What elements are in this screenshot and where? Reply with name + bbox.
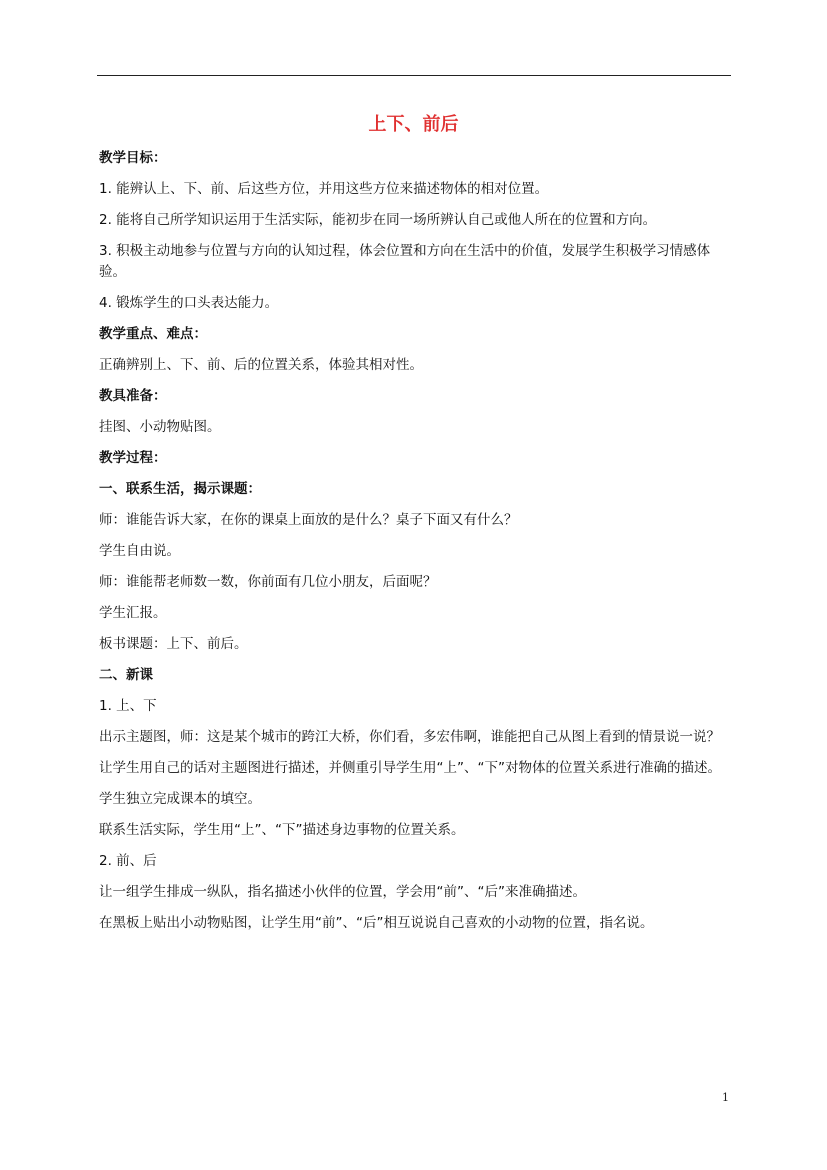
document-title: 上下、前后: [368, 114, 459, 135]
paragraph: 一、联系生活，揭示课题：: [99, 481, 261, 497]
paragraph: 教具准备：: [99, 388, 167, 404]
paragraph: 师：谁能帮老师数一数，你前面有几位小朋友，后面呢？: [99, 574, 437, 590]
paragraph: 学生汇报。: [99, 605, 167, 621]
paragraph: 学生独立完成课本的填空。: [99, 791, 261, 807]
document-body: [99, 148, 731, 944]
paragraph: 出示主题图，师：这是某个城市的跨江大桥，你们看，多宏伟啊，谁能把自己从图上看到的情景说一说？: [99, 729, 720, 745]
paragraph: 在黑板上贴出小动物贴图，让学生用“前”、“后”相互说说自己喜欢的小动物的位置，指名说。: [99, 915, 654, 931]
paragraph: 挂图、小动物贴图。: [99, 419, 221, 435]
paragraph: 正确辨别上、下、前、后的位置关系，体验其相对性。: [99, 357, 423, 373]
paragraph: 4. 锻炼学生的口头表达能力。: [99, 295, 279, 311]
paragraph: 教学重点、难点：: [99, 326, 207, 342]
paragraph: 联系生活实际，学生用“上”、“下”描述身边事物的位置关系。: [99, 822, 465, 838]
paragraph: 二、新课: [99, 667, 153, 683]
paragraph: 师：谁能告诉大家，在你的课桌上面放的是什么？桌子下面又有什么？: [99, 512, 518, 528]
paragraph: 板书课题：上下、前后。: [99, 636, 248, 652]
header-rule: [97, 75, 731, 76]
paragraph: 学生自由说。: [99, 543, 180, 559]
paragraph: 3. 积极主动地参与位置与方向的认知过程，体会位置和方向在生活中的价值，发展学生积极学习情感体验。: [99, 243, 711, 280]
paragraph: 让学生用自己的话对主题图进行描述，并侧重引导学生用“上”、“下”对物体的位置关系进行准确的描述。: [99, 760, 721, 776]
paragraph: 让一组学生排成一纵队，指名描述小伙伴的位置，学会用“前”、“后”来准确描述。: [99, 884, 586, 900]
paragraph: 1. 上、下: [99, 698, 157, 714]
page-number: 1: [722, 1091, 729, 1104]
paragraph: 教学过程：: [99, 450, 167, 466]
paragraph: 教学目标：: [99, 150, 167, 166]
paragraph: 1. 能辨认上、下、前、后这些方位，并用这些方位来描述物体的相对位置。: [99, 181, 549, 197]
paragraph: 2. 能将自己所学知识运用于生活实际，能初步在同一场所辨认自己或他人所在的位置和方向。: [99, 212, 657, 228]
paragraph: 2. 前、后: [99, 853, 157, 869]
